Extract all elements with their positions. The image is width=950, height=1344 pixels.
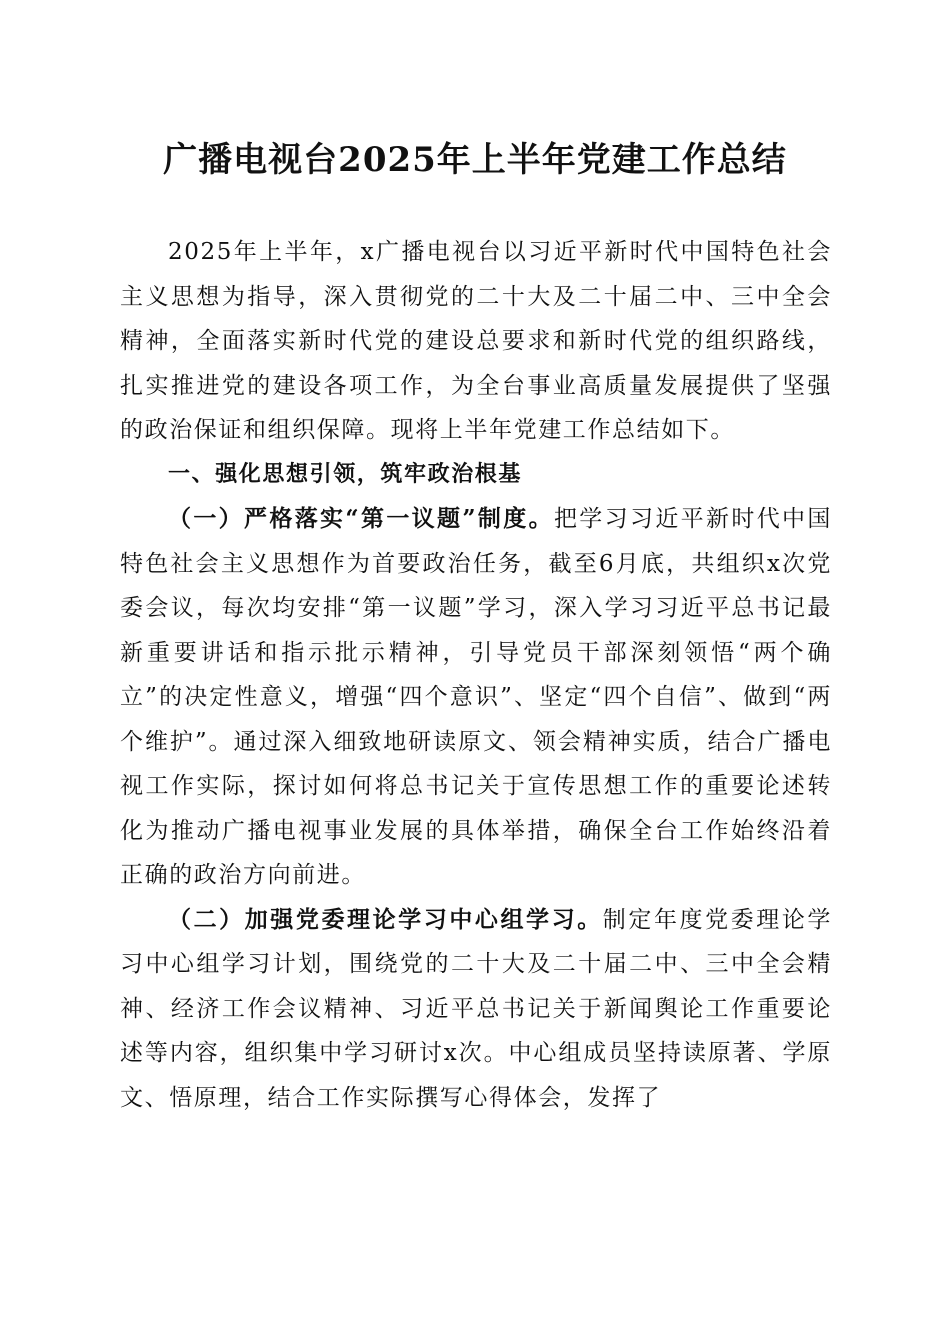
item-2-text: 制定年度党委理论学习中心组学习计划，围绕党的二十大及二十届二中、三中全会精神、经济工作会议精神、习近平总书记关于新闻舆论工作重要论述等内容，组织集中学习研讨x次。中心组成员坚持读原著、学原文、悟原理，结合工作实际撰写心得体会，发挥了 (120, 906, 833, 1111)
document-body (120, 230, 832, 1120)
section-heading-1: 一、强化思想引领，筑牢政治根基 (168, 461, 523, 487)
paragraph-item-2 (120, 898, 832, 1121)
item-1-text: 把学习习近平新时代中国特色社会主义思想作为首要政治任务，截至6月底，共组织x次党委会议，每次均安排“第一议题”学习，深入学习习近平总书记最新重要讲话和指示批示精神，引导党员干部深刻领悟“两个确立”的决定性意义，增强“四个意识”、坚定“四个自信”、做到“两个维护”。通过深入细致地研读原文、领会精神实质，结合广播电视工作实际，探讨如何将总书记关于宣传思想工作的重要论述转化为推动广播电视事业发展的具体举措，确保全台工作始终沿着正确的政治方向前进。 (120, 506, 832, 888)
intro-paragraph: 2025年上半年，x广播电视台以习近平新时代中国特色社会主义思想为指导，深入贯彻党的二十大及二十届二中、三中全会精神，全面落实新时代党的建设总要求和新时代党的组织路线，扎实推进党的建设各项工作，为全台事业高质量发展提供了坚强的政治保证和组织保障。现将上半年党建工作总结如下。 (120, 239, 832, 443)
document-title: 广播电视台2025年上半年党建工作总结 (163, 140, 787, 180)
item-2-heading: （二）加强党委理论学习中心组学习。 (168, 905, 603, 933)
item-1-heading: （一）严格落实“第一议题”制度。 (168, 505, 554, 532)
paragraph-item-1 (120, 497, 832, 898)
